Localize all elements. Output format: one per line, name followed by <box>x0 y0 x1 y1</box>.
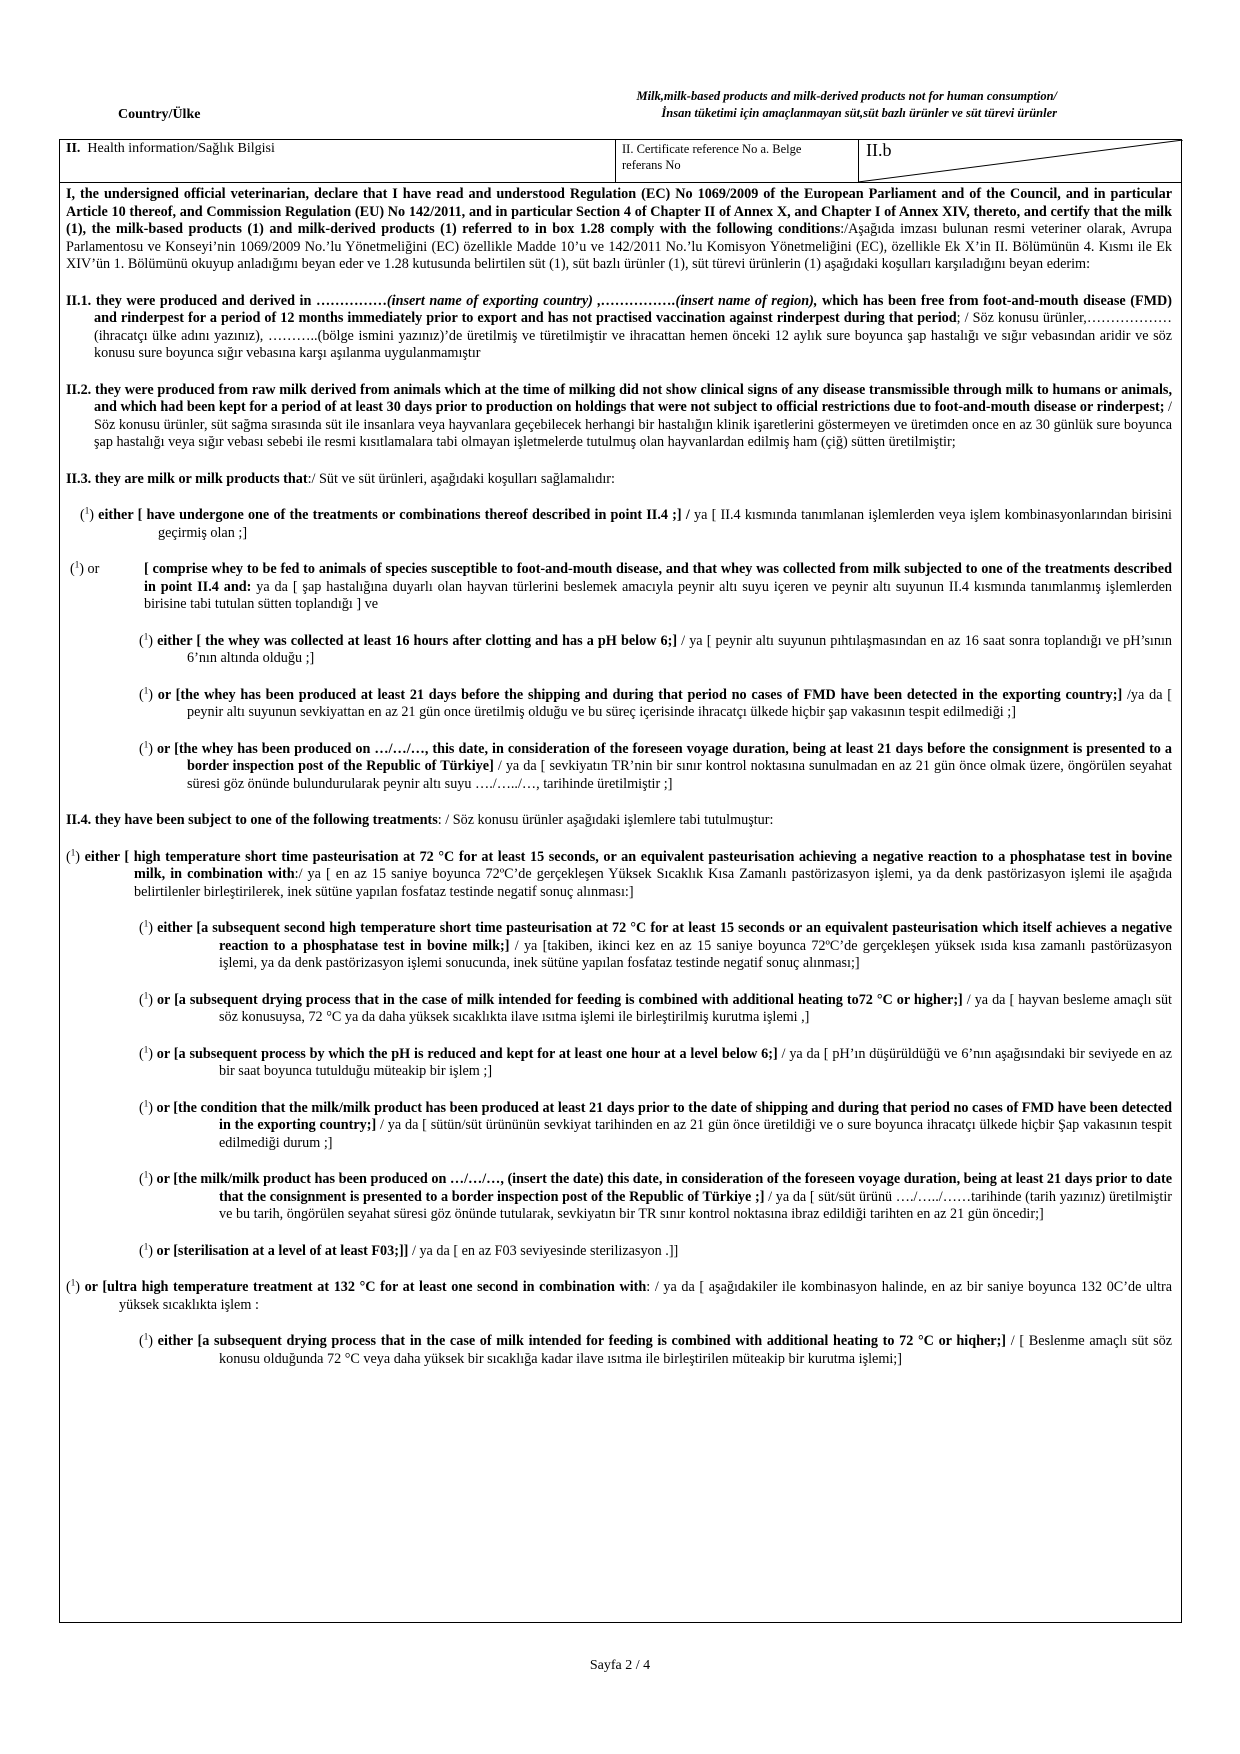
section-ii3: II.3. they are milk or milk products that:/ Süt ve süt ürünleri, aşağıdaki koşulları sağlamalıdır: <box>66 470 615 487</box>
section-ii1: II.1. they were produced and derived in ……………(insert name of exporting country) ,…………….(insert name of region), which has been free from foot-and-mouth disease (FMD) and rinderpest for a period of 12 months immediately prior to export and has not practised vaccination against rinderpest during that period; / Söz konusu ürünler,……………… (ihracatçı ülke adını yazınız), ………..(bölge ismini yazınız)’de üretilmiş ve türetilmiştir ve ihracattan hemen önceki 12 aylık sure boyunca şap hastalığı ve sığır vebasından aridir ve söz konusu sure boyunca sığır vebasına karşı aşılanma uygulanmamıştır <box>66 292 1173 361</box>
page-number: Sayfa 2 / 4 <box>589 1658 651 1673</box>
treatment-second-pasteurisation: ($^1$) either [a subsequent second high temperature short time pasteurisation at 72 °C for at least 15 seconds or an equivalent pasteurisation which itself achieves a negative reaction to a phosphatase test in bovine milk;] / ya [takiben, ikinci kez en az 15 saniye boyunca 72ºC’de gerçekleşen yüksek ısıda kısa zamanlı pastörüzasyon işlemi, ya da denk pastörizasyon işlemi sonucunda, inek sütüne yapılan fosfataz testinde negatif sonuç alınması;] <box>139 918 1172 971</box>
treatment-ph-reduction: ($^1$) or [a subsequent process by which the pH is reduced and kept for at least one hour at a level below 6;] / ya da [ pH’ın düşürüldüğü ve 6’nın aşağısındaki bir seviyede en az bir saat boyunca tutulduğu müteakip bir işlem ;] <box>139 1043 1172 1079</box>
certificate-title <box>450 88 1057 122</box>
whey-option-21days: ($^1$) or [the whey has been produced at least 21 days before the shipping and during that period no cases of FMD have been detected in the exporting country;] /ya da [ peynir altı suyunun sevkiyattan en az 21 gün once üretilmiş olduğu ve bu süreç içerisinde ihracatçı ülkede hiçbir şap vakasının tespit edilmediği ;] <box>139 684 1172 720</box>
whey-option-16h: ($^1$) either [ the whey was collected at least 16 hours after clotting and has a pH below 6;] / ya [ peynir altı suyunun pıhtılaşmasından en az 16 saat sonra toplandığı ve pH’sının 6’nın altında olduğu ;] <box>139 630 1172 666</box>
ii4-either-pasteurisation: ($^1$) either [ high temperature short time pasteurisation at 72 °C for at least 15 seconds, or an equivalent pasteurisation achieving a negative reaction to a phosphatase test in bovine milk, in combination with:/ ya [ en az 15 saniye boyunca 72ºC’de gerçekleşen Yüksek Sıcaklık Kısa Zamanlı pastörizasyon işlemi, ya da denk pastörizasyon işlemi ile aşağıda belirtilenler birleştirilerek, inek sütüne yapılan fosfataz testinde negatif sonuç alınması:] <box>66 846 1173 900</box>
treatment-drying: ($^1$) or [a subsequent drying process that in the case of milk intended for feeding is combined with additional heating to72 °C or higher;] / ya da [ hayvan besleme amaçlı süt söz konusuysa, 72 °C ya da daha yüksek sıcaklıkta ilave ısıtma işlemi ile birleştirilmiş kurutma işlemi ,] <box>139 989 1172 1025</box>
ii3-or-option: ($^1$) or [ comprise whey to be fed to animals of species susceptible to foot-and-mouth disease, and that whey was collected from milk subjected to one of the treatments described in point II.4 and: ya da [ şap hastalığına duyarlı olan hayvan türlerini beslemek amacıyla peynir altı suyu içeren ve peynir altı suyunun II.4 kısmında tanımlanmış işlemlerden birisine tabi tutulan sütten toplandığı ] ve <box>70 559 1172 612</box>
section-ii2: II.2. they were produced from raw milk derived from animals which at the time of milking did not show clinical signs of any disease transmissible through milk to humans or animals, and which had been kept for a period of at least 30 days prior to production on holdings that were not subject to official restrictions due to foot-and-mouth disease or rinderpest; / Söz konusu ürünler, süt sağma sırasında süt ile insanlara veya hayvanlara geçebilecek herhangi bir hastalığın klinik işaretlerini göstermeyen ve üretimden once en az 30 günlük sure boyunca şap hastalığı veya sığır vebası sebebi ile resmi kısıtlamalara tabi olmayan işletmelerde tutulmuş olan hayvanlardan edilmiş ham (çiğ) sütten üretilmiştir; <box>66 381 1173 450</box>
certificate-body <box>60 183 1181 1368</box>
diagonal-line <box>858 140 1183 182</box>
intro-paragraph: I, the undersigned official veterinarian, declare that I have read and understood Regulation (EC) No 1069/2009 of the European Parliament and of the Council, and in particular Article 10 thereof, and Commission Regulation (EU) No 142/2011, and in particular Section 4 of Chapter II of Annex X, and Chapter I of Annex XIV, thereto, and certify that the milk (1), the milk-based products (1) and milk-derived products (1) referred to in box 1.28 comply with the following conditions:/Aşağıda imzası bulunan resmi veteriner olarak, Avrupa Parlamentosu ve Konseyi’nin 1069/2009 No.’lu Yönetmeliğini (EC) özellikle Madde 10’u ve 142/2011 No.’lu Komisyon Yönetmeliğini (EC), özellikle Ek X’in II. Bölümünün 4. Kısmı ile Ek XIV’ün 1. Bölümünü okuyup anladığımı beyan eder ve 1.28 kutusunda belirtilen süt (1), süt bazlı ürünler (1), süt türevi ürünlerin (1) aşağıdaki koşulları karşıladığını beyan ederim: <box>66 186 1172 272</box>
ii4-or-uht: ($^1$) or [ultra high temperature treatment at 132 °C for at least one second in combination with: / ya da [ aşağıdakiler ile kombinasyon halinde, en az bir saniye boyunca 132 0C’de ultra yüksek sıcaklıkta işlem : <box>66 1277 1172 1313</box>
box-b-cell: II.b <box>866 140 892 160</box>
table-header <box>60 140 1181 183</box>
section-ii4: II.4. they have been subject to one of the following treatments: / Söz konusu ürünler aşağıdaki işlemlere tabi tutulmuştur: <box>66 812 774 828</box>
treatment-21days: ($^1$) or [the condition that the milk/milk product has been produced at least 21 days prior to the date of shipping and during that period no cases of FMD have been detected in the exporting country;] / ya da [ sütün/süt ürününün sevkiyat tarihinden en az 21 gün önce üretildiği ve o sure boyunca ihracatçı ülkede hiçbir Şap vakasının tespit edilmediği durum ;] <box>139 1097 1173 1151</box>
ii3-either-option: ($^1$) either [ have undergone one of the treatments or combinations thereof described in point II.4 ;] / ya [ II.4 kısmında tanımlanan işlemlerden veya işlem kombinasyonlarından birisini geçirmiş olan ;] <box>80 505 1172 541</box>
certificate-frame <box>59 139 1182 1623</box>
treatment-production-date: ($^1$) or [the milk/milk product has been produced on …/…/…, (insert the date) this date, in consideration of the foreseen voyage duration, being at least 21 days prior to date that the consignment is presented to a border inspection post of the Republic of Türkiye ;] / ya da [ süt/süt ürünü …./…../……tarihinde (tarih yazınız) üretilmiştir ve bu tarih, öngörülen seyahat süresi göz önünde tutularak, sevkiyatın bir TR sınır kontrol noktasına ibraz edildiği tarihten en az 21 gün öncedir;] <box>139 1169 1173 1222</box>
treatment-sterilisation: ($^1$) or [sterilisation at a level of at least F03;]] / ya da [ en az F03 seviyesinde sterilizasyon .]] <box>139 1240 679 1259</box>
country-label: Country/Ülke <box>118 107 201 122</box>
certificate-reference-cell: II. Certificate reference No a. Belge referans No <box>622 142 802 172</box>
section-heading: II. Health information/Sağlık Bilgisi <box>66 141 275 156</box>
whey-option-date: ($^1$) or [the whey has been produced on …/…/…, this date, in consideration of the foreseen voyage duration, being at least 21 days before the consignment is presented to a border inspection post of the Republic of Türkiye] / ya da [ sevkiyatın TR’nin bir sınır kontrol noktasına sunulmadan en az 21 gün önce olmak üzere, öngörülen seyahat süresi göz önünde bulundurularak peynir altı suyu …./…../…, tarihinde üretilmiştir ;] <box>139 738 1172 792</box>
uht-drying: ($^1$) either [a subsequent drying process that in the case of milk intended for feeding is combined with additional heating to 72 °C or hiqher;] / [ Beslenme amaçlı süt söz konusu olduğunda 72 °C veya daha yüksek bir sıcaklığa kadar ilave ısıtma ile birleştirilen müteakip bir kurutma işlemi;] <box>139 1331 1172 1367</box>
title-english: Milk,milk-based products and milk-derived products not for human consumption/ <box>636 89 1057 103</box>
title-turkish: İnsan tüketimi için amaçlanmayan süt,süt bazlı ürünler ve süt türevi ürünler <box>661 106 1057 120</box>
